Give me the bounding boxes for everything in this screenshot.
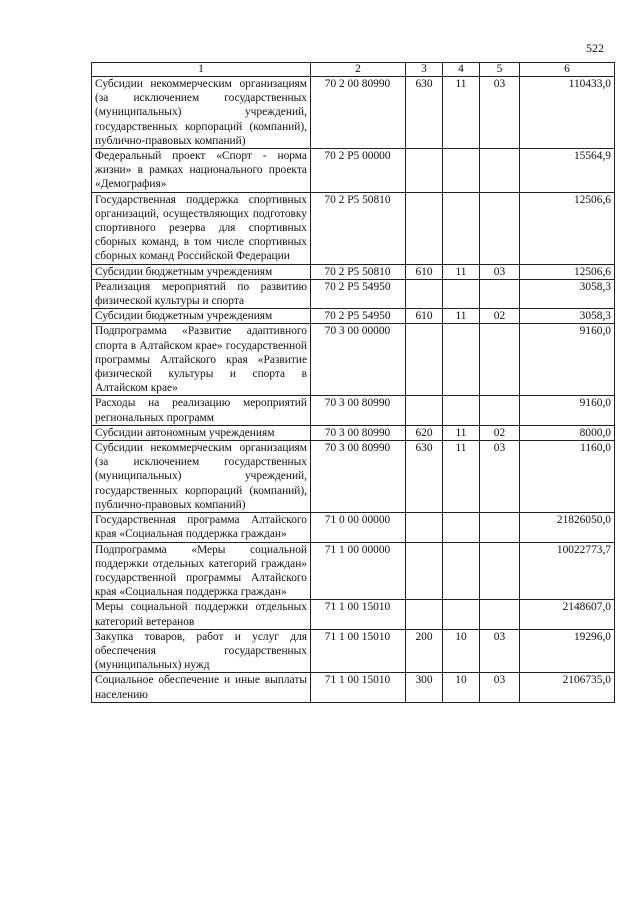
row-name: Субсидии бюджетным учреждениям [92,264,311,279]
row-section: 11 [443,264,480,279]
table-row [92,441,615,513]
row-section [443,542,480,600]
row-section [443,192,480,264]
row-expense-type: 300 [406,673,443,702]
row-name: Субсидии некоммерческим организациям (за исключением государственных (муниципальных) учреждений, государственных корпораций (компаний), публично-правовых компаний) [92,441,311,513]
table-row [92,264,615,279]
row-section: 10 [443,673,480,702]
row-code: 70 3 00 80990 [311,441,406,513]
row-name: Субсидии автономным учреждениям [92,425,311,440]
row-code: 70 2 P5 50810 [311,192,406,264]
row-section [443,513,480,542]
row-expense-type: 610 [406,264,443,279]
table-row [92,600,615,629]
row-subsection [480,542,520,600]
row-code: 70 2 00 80990 [311,77,406,149]
table-row [92,192,615,264]
table-row [92,513,615,542]
row-subsection: 03 [480,673,520,702]
row-amount: 10022773,7 [520,542,615,600]
row-amount: 9160,0 [520,324,615,396]
row-amount: 19296,0 [520,629,615,673]
row-code: 70 2 P5 54950 [311,309,406,324]
row-amount: 110433,0 [520,77,615,149]
column-header: 1 [92,63,311,77]
row-name: Федеральный проект «Спорт - норма жизни» в рамках национального проекта «Демография» [92,149,311,193]
row-expense-type [406,324,443,396]
row-name: Государственная поддержка спортивных организаций, осуществляющих подготовку спортивного резерва для спортивных сборных команд, в том числе спортивных сборных команд Российской Федерации [92,192,311,264]
column-header: 5 [480,63,520,77]
row-subsection [480,396,520,425]
row-subsection: 03 [480,264,520,279]
row-code: 71 1 00 15010 [311,629,406,673]
row-subsection [480,279,520,308]
row-subsection: 03 [480,77,520,149]
row-name: Подпрограмма «Меры социальной поддержки отдельных категорий граждан» государственной программы Алтайского края «Социальная поддержка граждан» [92,542,311,600]
table-row [92,309,615,324]
header-row [92,63,615,77]
row-expense-type: 610 [406,309,443,324]
row-expense-type [406,149,443,193]
row-expense-type [406,600,443,629]
row-expense-type [406,513,443,542]
row-subsection [480,149,520,193]
table-row [92,542,615,600]
row-code: 70 3 00 80990 [311,425,406,440]
budget-table [91,62,615,703]
row-amount: 8000,0 [520,425,615,440]
row-code: 70 2 P5 00000 [311,149,406,193]
row-code: 71 1 00 15010 [311,600,406,629]
table-row [92,324,615,396]
row-expense-type: 620 [406,425,443,440]
row-expense-type [406,192,443,264]
row-section [443,600,480,629]
table-row [92,673,615,702]
row-amount: 12506,6 [520,192,615,264]
row-section [443,149,480,193]
row-name: Субсидии некоммерческим организациям (за исключением государственных (муниципальных) учреждений, государственных корпораций (компаний), публично-правовых компаний) [92,77,311,149]
row-expense-type [406,279,443,308]
page-number: 522 [586,41,604,55]
table-row [92,279,615,308]
row-section [443,324,480,396]
table-row [92,77,615,149]
row-code: 70 2 P5 50810 [311,264,406,279]
row-amount: 21826050,0 [520,513,615,542]
row-name: Субсидии бюджетным учреждениям [92,309,311,324]
row-name: Реализация мероприятий по развитию физической культуры и спорта [92,279,311,308]
row-expense-type: 200 [406,629,443,673]
row-section [443,279,480,308]
row-name: Закупка товаров, работ и услуг для обеспечения государственных (муниципальных) нужд [92,629,311,673]
row-subsection [480,600,520,629]
row-amount: 3058,3 [520,309,615,324]
column-header: 4 [443,63,480,77]
row-code: 70 3 00 80990 [311,396,406,425]
row-section: 11 [443,441,480,513]
row-section: 10 [443,629,480,673]
row-expense-type [406,542,443,600]
row-section: 11 [443,77,480,149]
column-header: 3 [406,63,443,77]
table-row [92,149,615,193]
row-amount: 12506,6 [520,264,615,279]
row-amount: 15564,9 [520,149,615,193]
row-amount: 2148607,0 [520,600,615,629]
row-subsection: 02 [480,309,520,324]
row-code: 71 0 00 00000 [311,513,406,542]
table-row [92,396,615,425]
row-code: 71 1 00 00000 [311,542,406,600]
row-subsection [480,513,520,542]
row-subsection [480,192,520,264]
row-amount: 3058,3 [520,279,615,308]
row-subsection: 03 [480,629,520,673]
row-name: Социальное обеспечение и иные выплаты населению [92,673,311,702]
row-section: 11 [443,309,480,324]
row-name: Государственная программа Алтайского края «Социальная поддержка граждан» [92,513,311,542]
row-name: Меры социальной поддержки отдельных категорий ветеранов [92,600,311,629]
row-expense-type: 630 [406,441,443,513]
row-amount: 1160,0 [520,441,615,513]
row-name: Расходы на реализацию мероприятий региональных программ [92,396,311,425]
row-section [443,396,480,425]
row-amount: 9160,0 [520,396,615,425]
row-subsection: 03 [480,441,520,513]
row-subsection [480,324,520,396]
row-name: Подпрограмма «Развитие адаптивного спорта в Алтайском крае» государственной программы Алтайского края «Развитие физической культуры и спорта в Алтайском крае» [92,324,311,396]
row-section: 11 [443,425,480,440]
row-code: 70 2 P5 54950 [311,279,406,308]
column-header: 6 [520,63,615,77]
column-header: 2 [311,63,406,77]
table-row [92,629,615,673]
row-amount: 2106735,0 [520,673,615,702]
table-row [92,425,615,440]
row-code: 71 1 00 15010 [311,673,406,702]
row-expense-type: 630 [406,77,443,149]
row-code: 70 3 00 00000 [311,324,406,396]
row-expense-type [406,396,443,425]
row-subsection: 02 [480,425,520,440]
